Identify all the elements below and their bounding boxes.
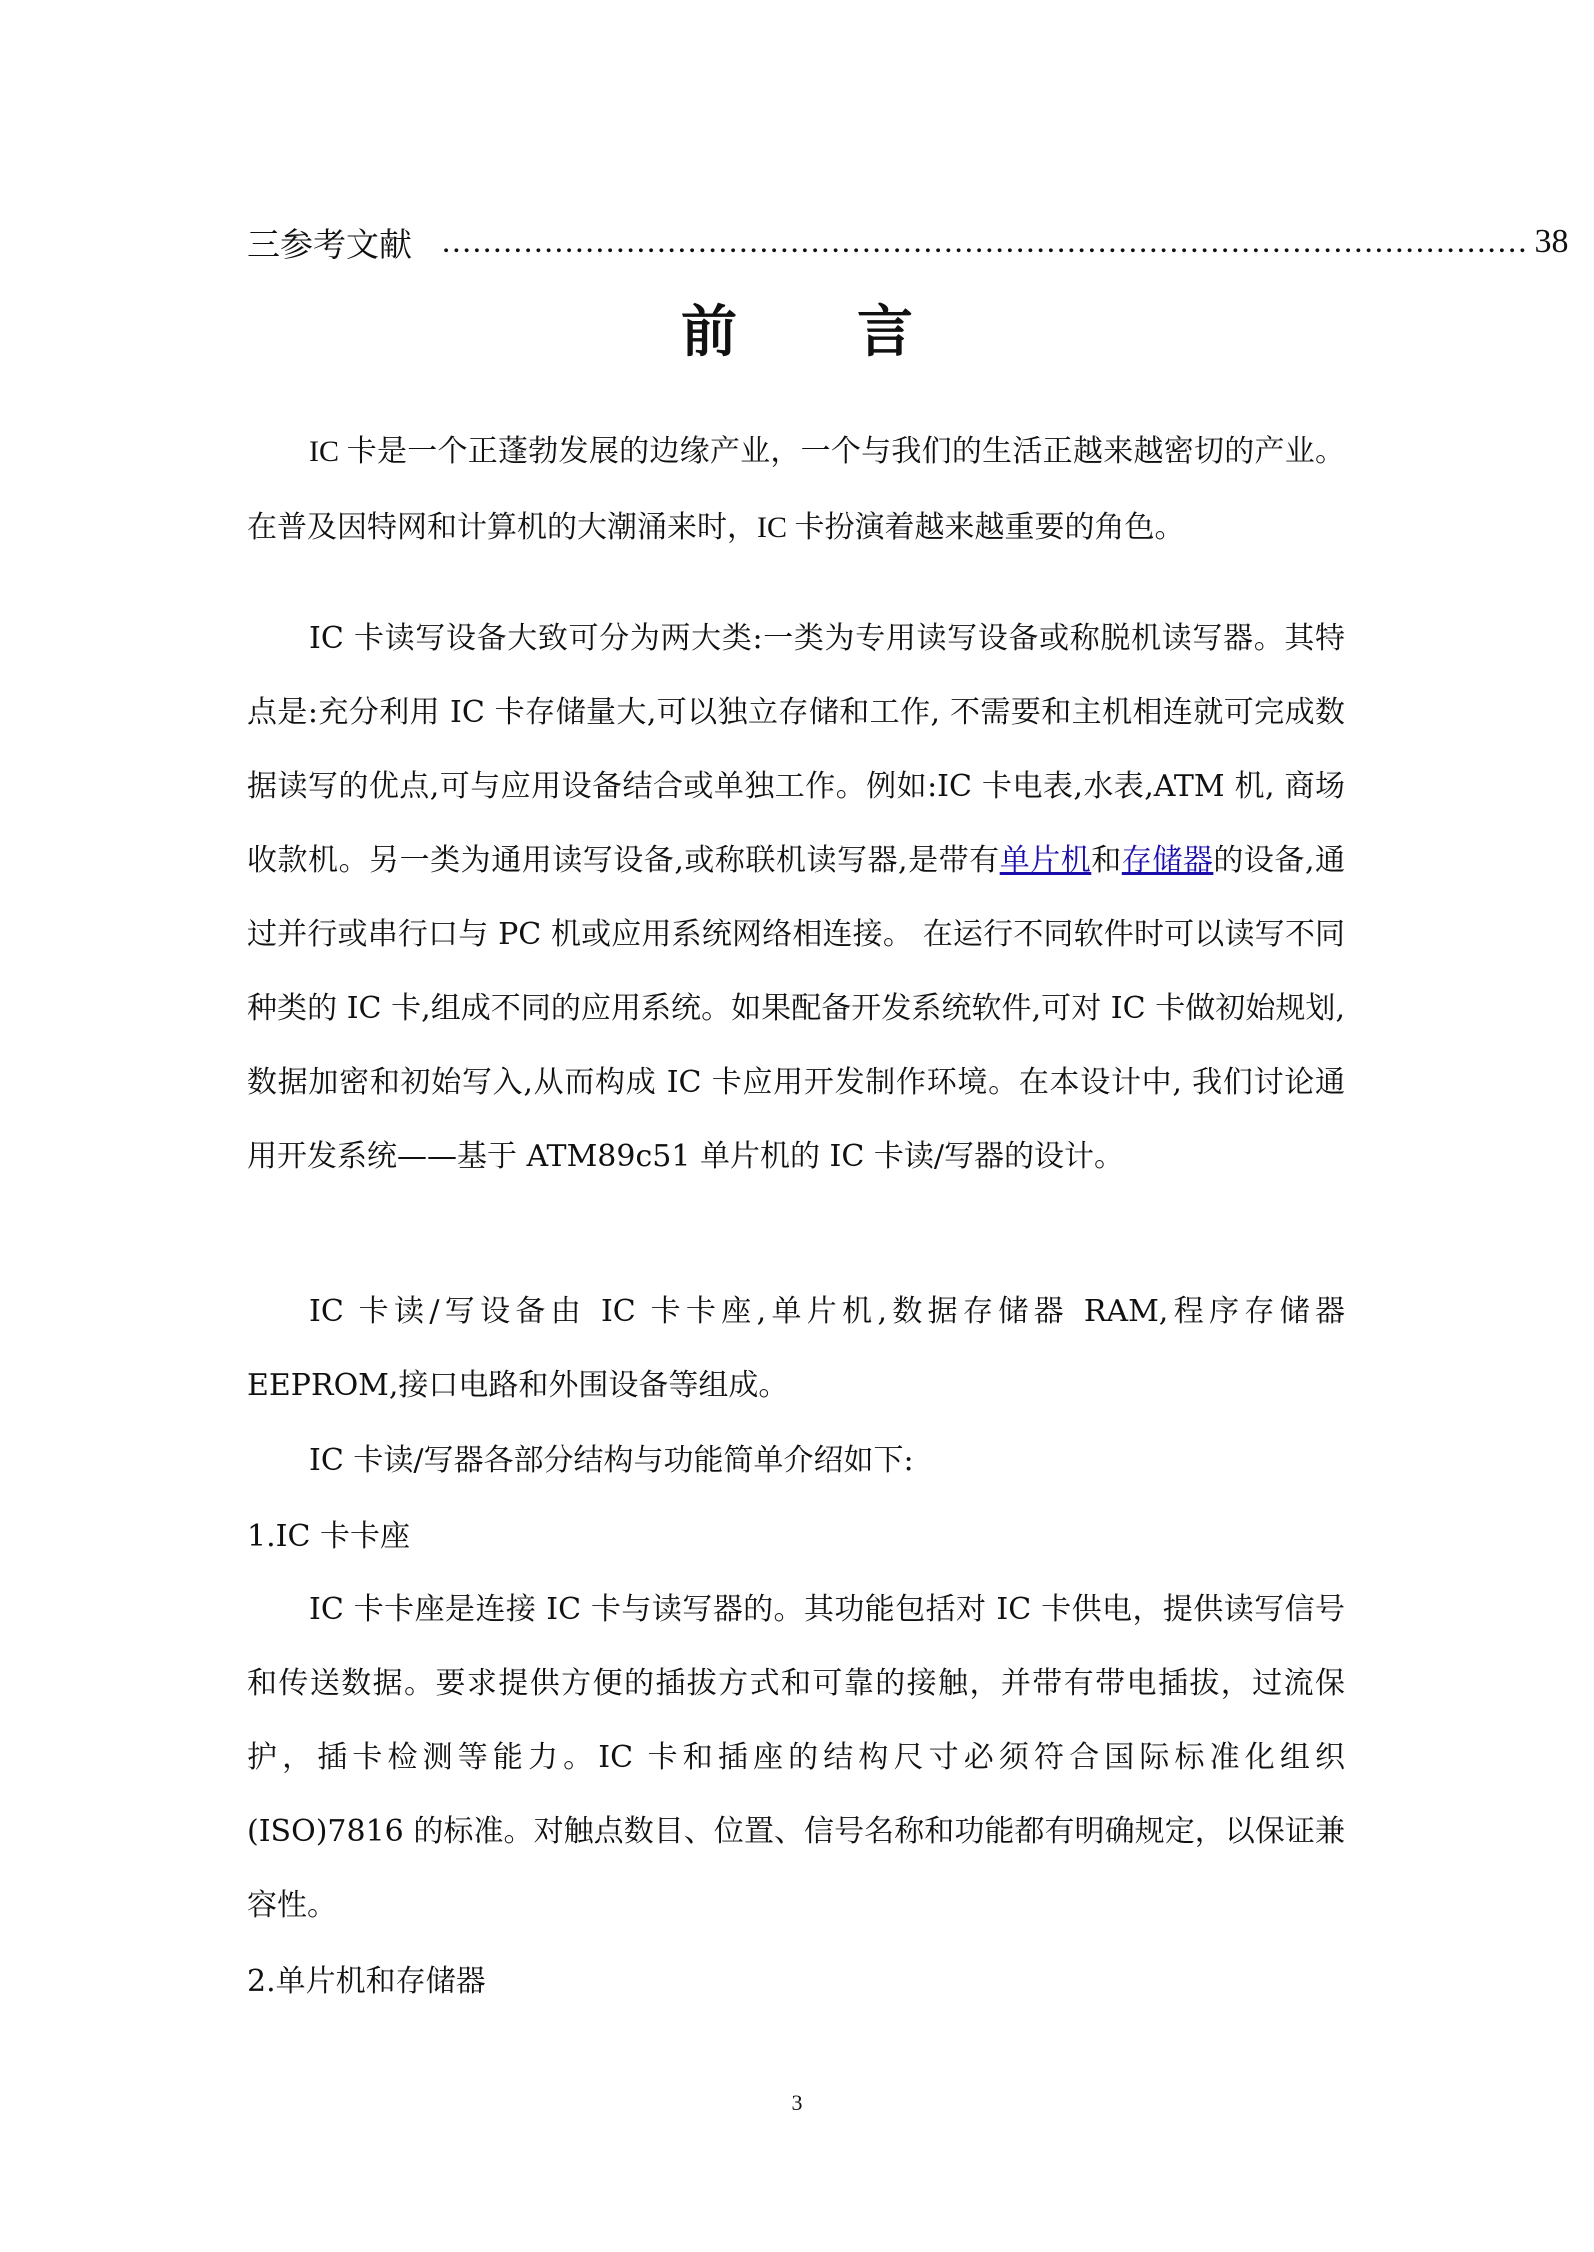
link-single-chip[interactable]: 单片机 <box>999 843 1092 878</box>
paragraph-text: 和 <box>1091 843 1122 878</box>
page-number: 3 <box>791 2090 803 2115</box>
subheading-card-socket: 1.IC 卡卡座 <box>247 1519 410 1554</box>
paragraph-text: IC 卡读写设备大致可分为两大类:一类为专用读写设备或称脱机读写器。其特点是:充分利用 IC 卡存储量大,可以独立存储和工作, 不需要和主机相连就可完成数据读写的优点,可与应用设备结合或单独工作。例如:IC 卡电表,水表,ATM 机, 商场收款机。另一类为通用读写设备,或称联机读写器,是带有 <box>247 621 1345 878</box>
paragraph-intro: IC 卡是一个正蓬勃发展的边缘产业，一个与我们的生活正越来越密切的产业。在普及因特网和计算机的大潮涌来时，IC 卡扮演着越来越重要的角色。 <box>247 435 1345 544</box>
toc-entry-title: 参考文献 <box>280 224 412 264</box>
section-heading <box>0 288 1594 368</box>
subheading-mcu-memory: 2.单片机和存储器 <box>247 1964 486 1999</box>
paragraph-structure-intro: IC 卡读/写器各部分结构与功能简单介绍如下: <box>309 1443 914 1478</box>
toc-entry-number: 三 <box>247 224 280 264</box>
toc-leader-dots: .......................................................................................................... <box>442 223 1529 260</box>
heading-char-1: 前 <box>681 299 737 365</box>
heading-char-2: 言 <box>857 299 913 365</box>
toc-entry[interactable] <box>247 212 1569 272</box>
link-memory[interactable]: 存储器 <box>1121 843 1214 878</box>
toc-entry-page: 38 <box>1534 223 1569 260</box>
paragraph-components: IC 卡读/写设备由 IC 卡卡座,单片机,数据存储器 RAM,程序存储器 EEPROM,接口电路和外围设备等组成。 <box>247 1294 1345 1403</box>
paragraph-text: 的设备,通过并行或串行口与 PC 机或应用系统网络相连接。 在运行不同软件时可以读写不同种类的 IC 卡,组成不同的应用系统。如果配备开发系统软件,可对 IC 卡做初始规划,数据加密和初始写入,从而构成 IC 卡应用开发制作环境。在本设计中, 我们讨论通用开发系统——基于 ATM89c51 单片机的 IC 卡读/写器的设计。 <box>247 843 1346 1174</box>
paragraph-reader-types <box>247 602 1345 1194</box>
paragraph-card-socket: IC 卡卡座是连接 IC 卡与读写器的。其功能包括对 IC 卡供电，提供读写信号和传送数据。要求提供方便的插拔方式和可靠的接触，并带有带电插拔，过流保护，插卡检测等能力。IC 卡和插座的结构尺寸必须符合国际标准化组织(ISO)7816 的标准。对触点数目、位置、信号名称和功能都有明确规定，以保证兼容性。 <box>247 1592 1345 1923</box>
